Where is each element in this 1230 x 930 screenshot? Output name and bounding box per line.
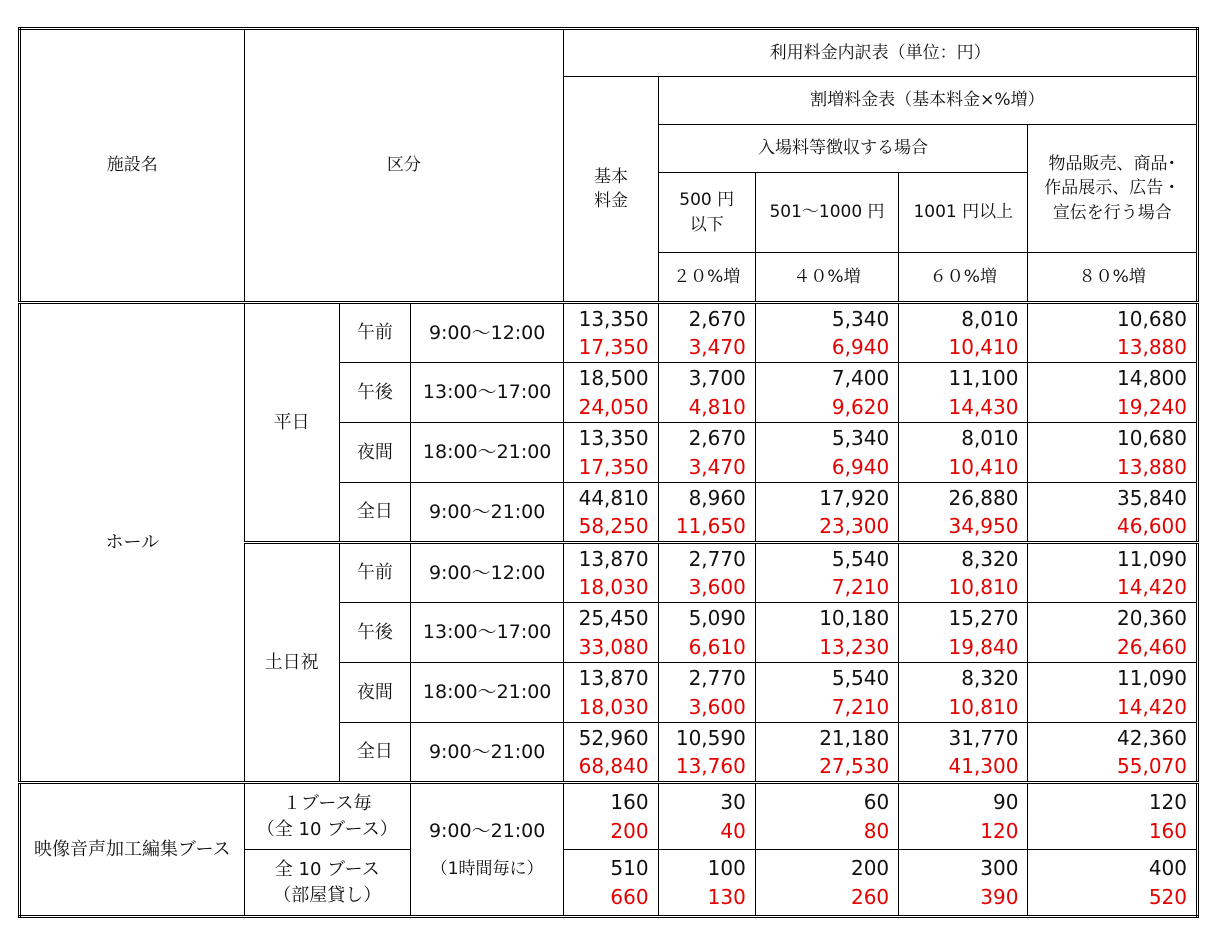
day-type: 平日 [244, 303, 339, 543]
base-value: 13,350 [578, 426, 649, 451]
time-slot: 午前 [339, 543, 410, 603]
day-type: 土日祝 [244, 543, 339, 783]
header-base-fee-line: 基本 [593, 166, 628, 187]
time-slot: 夜間 [339, 663, 410, 723]
surcharge-value: 10,410 [948, 454, 1019, 479]
table-row [20, 303, 1198, 363]
base-value: 13,870 [578, 546, 649, 571]
base-value: 20,360 [1117, 606, 1187, 631]
time-slot: 午後 [339, 603, 410, 663]
surcharge-value: 17,350 [578, 335, 649, 359]
time-range: 13:00～17:00 [410, 603, 563, 663]
base-value: 510 [610, 856, 649, 881]
surcharge-value: 6,940 [831, 454, 890, 479]
time-range: 18:00～21:00 [410, 663, 563, 723]
surcharge-value: 46,600 [1117, 514, 1187, 538]
surcharge-value: 18,030 [578, 694, 649, 719]
base-value: 11,100 [948, 366, 1019, 391]
time-slot: 全日 [339, 723, 410, 783]
base-value: 52,960 [578, 725, 649, 750]
sales-cell [1028, 723, 1198, 783]
tier-3-cell [899, 303, 1028, 363]
tier-1-cell [658, 723, 755, 783]
tier-1-cell [658, 303, 755, 363]
base-value: 90 [993, 790, 1019, 815]
surcharge-value: 68,840 [578, 754, 649, 778]
base-value: 11,090 [1117, 666, 1187, 691]
facility-hall: ホール [20, 303, 245, 783]
base-value: 10,680 [1117, 426, 1187, 451]
base-value: 44,810 [578, 485, 649, 510]
table-row [20, 783, 1198, 850]
tier-3-cell [899, 783, 1028, 850]
surcharge-value: 9,620 [831, 394, 890, 419]
surcharge-value: 19,240 [1117, 394, 1187, 419]
time-range: 9:00～21:00 [410, 723, 563, 783]
surcharge-value: 160 [1148, 818, 1187, 843]
base-fee-cell [564, 363, 658, 423]
surcharge-value: 3,470 [688, 335, 746, 359]
tier-2-cell [755, 423, 898, 483]
base-value: 7,400 [831, 366, 890, 391]
base-value: 8,010 [961, 306, 1019, 331]
base-value: 13,350 [578, 306, 649, 331]
header-breakdown-title: 利用料金内訳表（単位：円） [564, 29, 1198, 77]
tier-3-cell [899, 850, 1028, 917]
header-sales-line: 宣伝を行う場合 [1052, 202, 1172, 223]
base-value: 10,680 [1117, 306, 1187, 331]
base-value: 5,090 [688, 606, 746, 631]
surcharge-value: 34,950 [948, 514, 1019, 538]
tier-3-cell [899, 723, 1028, 783]
surcharge-value: 6,940 [831, 335, 890, 359]
header-sales-pct: ８０%増 [1028, 253, 1198, 303]
base-value: 400 [1148, 856, 1187, 881]
base-value: 30 [720, 790, 746, 815]
surcharge-value: 14,420 [1117, 694, 1187, 719]
sales-cell [1028, 603, 1198, 663]
surcharge-value: 11,650 [675, 514, 746, 538]
tier-3-cell [899, 363, 1028, 423]
header-sales-line: 作品展示、広告・ [1044, 178, 1181, 199]
time-slot: 午前 [339, 303, 410, 363]
header-base-fee-line: 料金 [593, 191, 628, 211]
tier-2-cell [755, 303, 898, 363]
header-surcharge-title: 割増料金表（基本料金×%増） [658, 77, 1197, 125]
base-value: 300 [980, 856, 1019, 881]
base-fee-cell [564, 483, 658, 543]
fee-table [18, 27, 1199, 918]
surcharge-value: 130 [707, 884, 746, 909]
base-value: 8,320 [961, 546, 1019, 571]
base-fee-cell [564, 543, 658, 603]
base-value: 2,670 [688, 306, 746, 331]
sales-cell [1028, 363, 1198, 423]
tier-2-cell [755, 543, 898, 603]
header-tier-1 [658, 173, 755, 253]
header-sales-line: 物品販売、商品･ [1048, 154, 1176, 175]
time-slot: 全日 [339, 483, 410, 543]
base-value: 13,870 [578, 666, 649, 691]
surcharge-value: 13,880 [1117, 335, 1187, 359]
surcharge-value: 7,210 [831, 694, 890, 719]
booth-unit-line: （全 10 ブース） [256, 818, 398, 840]
tier-3-cell [899, 663, 1028, 723]
base-fee-cell [564, 723, 658, 783]
booth-unit [244, 783, 410, 850]
base-value: 2,770 [688, 546, 746, 571]
surcharge-value: 18,030 [578, 575, 649, 599]
booth-unit [244, 850, 410, 917]
base-value: 26,880 [948, 485, 1019, 510]
base-value: 14,800 [1117, 366, 1187, 391]
header-category: 区分 [244, 29, 564, 303]
time-range: 18:00～21:00 [410, 423, 563, 483]
surcharge-value: 120 [980, 818, 1019, 843]
base-fee-cell [564, 663, 658, 723]
time-range: 9:00～12:00 [410, 543, 563, 603]
surcharge-value: 41,300 [948, 754, 1019, 778]
tier-2-cell [755, 723, 898, 783]
booth-time-line: （1時間毎に） [430, 858, 544, 879]
base-fee-cell [564, 783, 658, 850]
booth-time [410, 783, 563, 917]
base-value: 10,590 [675, 725, 746, 750]
base-value: 5,540 [831, 666, 890, 691]
sales-cell [1028, 543, 1198, 603]
surcharge-value: 55,070 [1117, 754, 1187, 778]
base-value: 5,340 [831, 306, 890, 331]
header-facility: 施設名 [20, 29, 245, 303]
surcharge-value: 10,810 [948, 694, 1019, 719]
surcharge-value: 3,600 [688, 694, 746, 719]
surcharge-value: 390 [980, 884, 1019, 909]
header-tier-3-pct: ６０%増 [899, 253, 1028, 303]
surcharge-value: 13,230 [819, 634, 890, 659]
surcharge-value: 80 [863, 818, 890, 843]
sales-cell [1028, 423, 1198, 483]
base-value: 160 [610, 790, 649, 815]
surcharge-value: 24,050 [578, 394, 649, 419]
tier-2-cell [755, 603, 898, 663]
tier-1-cell [658, 850, 755, 917]
time-slot: 午後 [339, 363, 410, 423]
base-fee-cell [564, 303, 658, 363]
base-value: 2,670 [688, 426, 746, 451]
tier-1-cell [658, 423, 755, 483]
surcharge-value: 26,460 [1117, 634, 1187, 659]
base-value: 3,700 [688, 366, 746, 391]
sales-cell [1028, 850, 1198, 917]
header-row-1 [20, 29, 1198, 77]
booth-unit-line: 全 10 ブース [274, 858, 380, 880]
surcharge-value: 14,420 [1117, 575, 1187, 599]
surcharge-value: 10,810 [948, 575, 1019, 599]
surcharge-value: 4,810 [688, 394, 746, 419]
header-tier-2: 501～1000 円 [755, 173, 898, 253]
facility-booth: 映像音声加工編集ブース [20, 783, 245, 917]
header-admission-title: 入場料等徴収する場合 [658, 125, 1028, 173]
header-tier-line: 500 円 [679, 190, 735, 211]
base-value: 60 [863, 790, 890, 815]
booth-unit-line: （部屋貸し） [273, 884, 382, 906]
surcharge-value: 520 [1148, 884, 1187, 909]
tier-1-cell [658, 663, 755, 723]
base-value: 31,770 [948, 725, 1019, 750]
base-value: 25,450 [578, 606, 649, 631]
surcharge-value: 3,470 [688, 454, 746, 479]
base-value: 35,840 [1117, 485, 1187, 510]
tier-2-cell [755, 663, 898, 723]
tier-1-cell [658, 603, 755, 663]
base-value: 8,960 [688, 485, 746, 510]
header-tier-line: 以下 [689, 214, 724, 235]
surcharge-value: 7,210 [831, 575, 890, 599]
booth-time-line: 9:00～21:00 [428, 819, 546, 842]
surcharge-value: 14,430 [948, 394, 1019, 419]
header-sales-title [1028, 125, 1198, 253]
booth-unit-line: １ブース毎 [282, 792, 372, 814]
base-fee-cell [564, 850, 658, 917]
time-range: 9:00～12:00 [410, 303, 563, 363]
time-range: 9:00～21:00 [410, 483, 563, 543]
header-tier-3: 1001 円以上 [899, 173, 1028, 253]
surcharge-value: 13,760 [675, 754, 746, 778]
base-value: 5,340 [831, 426, 890, 451]
base-value: 11,090 [1117, 546, 1187, 571]
surcharge-value: 660 [610, 884, 649, 909]
surcharge-value: 260 [850, 884, 890, 909]
surcharge-value: 27,530 [819, 754, 890, 778]
tier-2-cell [755, 783, 898, 850]
base-value: 100 [707, 856, 746, 881]
sales-cell [1028, 303, 1198, 363]
surcharge-value: 19,840 [948, 634, 1019, 659]
base-value: 15,270 [948, 606, 1019, 631]
surcharge-value: 10,410 [948, 335, 1019, 359]
surcharge-value: 3,600 [688, 575, 746, 599]
sales-cell [1028, 783, 1198, 850]
base-fee-cell [564, 603, 658, 663]
surcharge-value: 33,080 [578, 634, 649, 659]
base-value: 8,320 [961, 666, 1019, 691]
base-value: 8,010 [961, 426, 1019, 451]
surcharge-value: 58,250 [578, 514, 649, 538]
tier-2-cell [755, 483, 898, 543]
tier-1-cell [658, 363, 755, 423]
tier-3-cell [899, 423, 1028, 483]
surcharge-value: 13,880 [1117, 454, 1187, 479]
time-slot: 夜間 [339, 423, 410, 483]
time-range: 13:00～17:00 [410, 363, 563, 423]
base-value: 21,180 [819, 725, 890, 750]
tier-3-cell [899, 543, 1028, 603]
header-tier-1-pct: ２０%増 [658, 253, 755, 303]
surcharge-value: 6,610 [688, 634, 746, 659]
tier-3-cell [899, 603, 1028, 663]
base-value: 10,180 [819, 606, 890, 631]
base-value: 2,770 [688, 666, 746, 691]
base-value: 18,500 [578, 366, 649, 391]
surcharge-value: 23,300 [819, 514, 890, 538]
tier-3-cell [899, 483, 1028, 543]
base-value: 120 [1148, 790, 1187, 815]
tier-1-cell [658, 543, 755, 603]
base-fee-cell [564, 423, 658, 483]
base-value: 42,360 [1117, 725, 1187, 750]
header-base-fee [564, 77, 658, 303]
sales-cell [1028, 663, 1198, 723]
tier-2-cell [755, 850, 898, 917]
tier-1-cell [658, 783, 755, 850]
base-value: 5,540 [831, 546, 890, 571]
base-value: 200 [850, 856, 890, 881]
header-tier-2-pct: ４０%増 [755, 253, 898, 303]
base-value: 17,920 [819, 485, 890, 510]
tier-2-cell [755, 363, 898, 423]
sales-cell [1028, 483, 1198, 543]
surcharge-value: 17,350 [578, 454, 649, 479]
surcharge-value: 200 [610, 818, 649, 843]
surcharge-value: 40 [720, 818, 746, 843]
tier-1-cell [658, 483, 755, 543]
